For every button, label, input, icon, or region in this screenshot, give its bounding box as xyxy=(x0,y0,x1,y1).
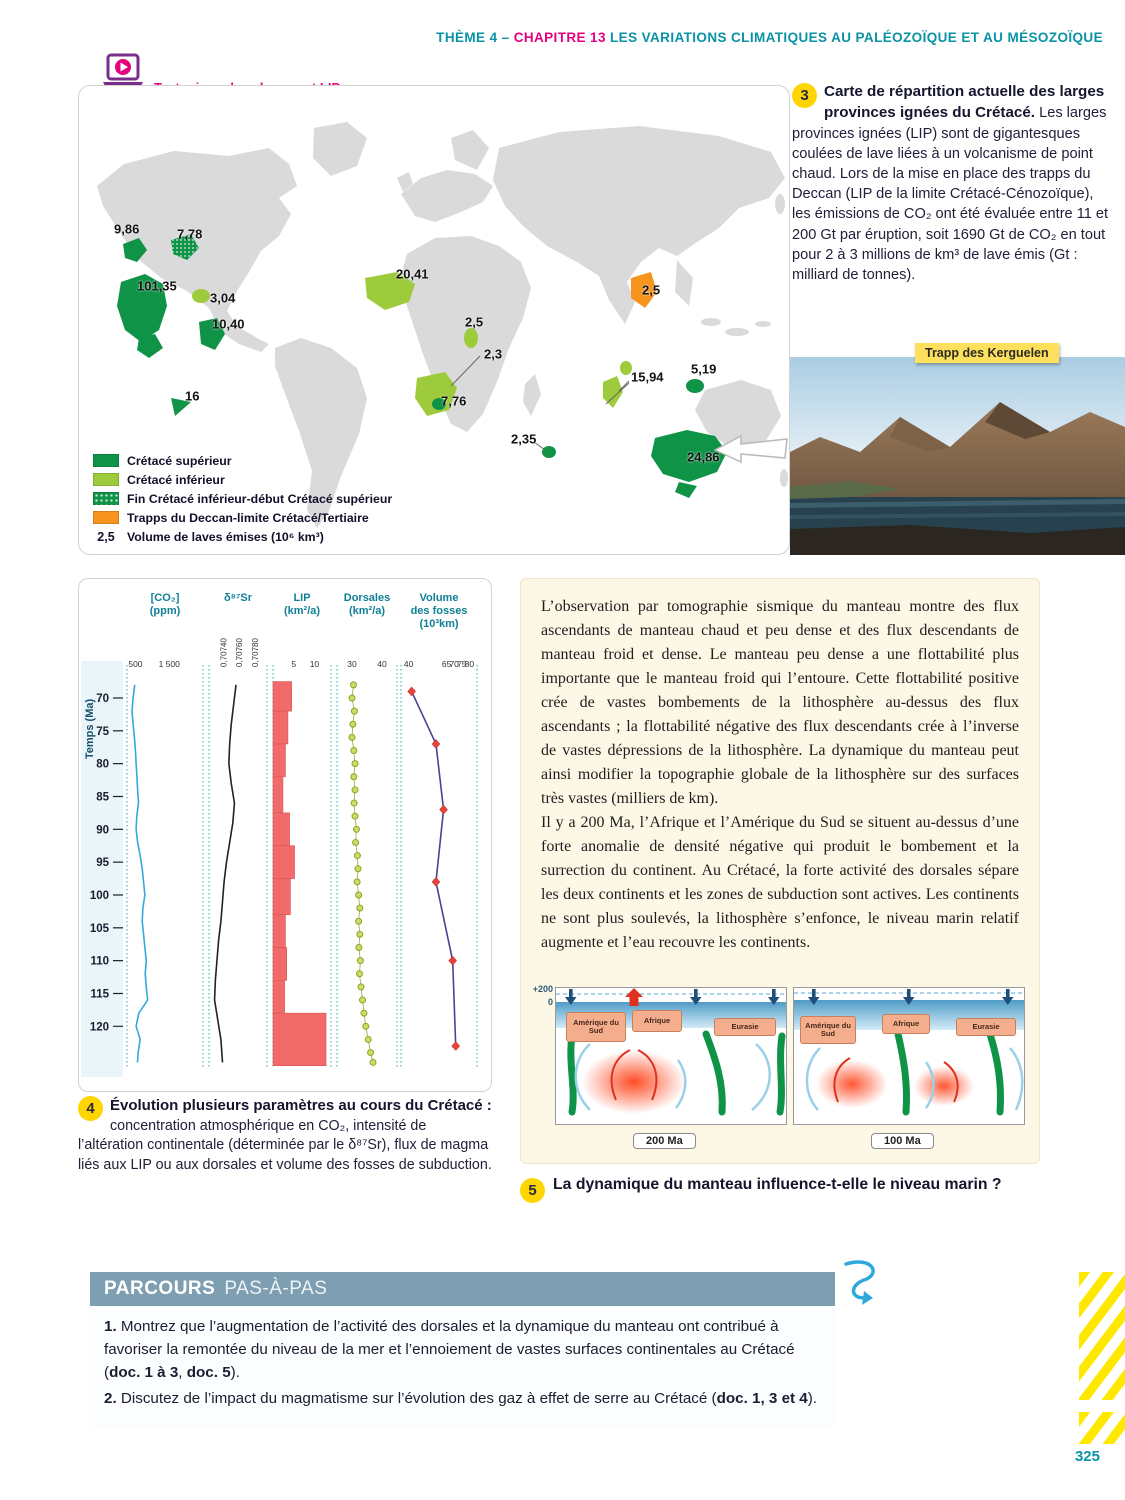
doc4-caption xyxy=(78,1096,494,1176)
svg-text:0,70760: 0,70760 xyxy=(235,638,245,667)
sea-level-zero-label: 0 xyxy=(547,997,553,1007)
legend-label: Volume de laves émises (10⁶ km³) xyxy=(127,529,324,544)
svg-text:(km²/a): (km²/a) xyxy=(348,605,386,617)
svg-text:85: 85 xyxy=(96,791,109,804)
age-label-200ma: 200 Ma xyxy=(633,1133,696,1149)
lip-world-map xyxy=(78,85,790,555)
svg-text:0,70740: 0,70740 xyxy=(219,638,229,667)
parcours-question-2: 2. Discutez de l’impact du magmatisme sur l’évolution des gaz à effet de serre au Crétacé (doc. 1, 3 et 4). xyxy=(104,1390,818,1408)
legend-label: Crétacé inférieur xyxy=(127,472,225,487)
svg-text:Temps (Ma): Temps (Ma) xyxy=(84,698,96,760)
legend-swatch-orange xyxy=(93,511,119,524)
continent-amerique-du-sud: Amérique du Sud xyxy=(566,1012,626,1042)
svg-text:500: 500 xyxy=(128,659,143,669)
doc3-text-block xyxy=(792,82,1110,285)
doc5-caption xyxy=(520,1176,1080,1203)
mantle-diagram xyxy=(532,984,1027,1153)
doc3-title: Carte de répartition actuelle des larges provinces ignées du Crétacé. xyxy=(824,83,1105,121)
legend-swatch-light-green xyxy=(93,473,119,486)
map-volume-label: 101,35 xyxy=(137,278,177,294)
legend-swatch-dark-green xyxy=(93,454,119,467)
curly-arrow-decoration xyxy=(838,1258,882,1313)
doc3-number-badge: 3 xyxy=(792,83,817,108)
legend-swatch-dotted-green xyxy=(93,492,119,505)
svg-text:105: 105 xyxy=(89,922,109,935)
doc5-caption-text: La dynamique du manteau influence-t-elle le niveau marin ? xyxy=(553,1176,1002,1193)
map-volume-label: 15,94 xyxy=(631,369,664,385)
doc4-number-badge: 4 xyxy=(78,1096,103,1121)
parcours-title: PARCOURS xyxy=(104,1278,216,1299)
map-volume-label: 2,3 xyxy=(484,346,503,362)
map-volume-label: 24,86 xyxy=(687,449,720,465)
map-volume-label: 2,5 xyxy=(642,282,661,298)
legend-symbol: 2,5 xyxy=(97,530,115,544)
doc3-body: Les larges provinces ignées (LIP) sont de gigantesques coulées de lave liées à un volcanisme de point chaud. Lors de la mise en place des trapps du Deccan (LIP de la limite Crétacé-Cénozoïque), les émissions de CO₂ ont été évaluée entre 11 et 200 Gt par éruption, soit 1690 Gt de CO₂ en tout pour 2 à 3 millions de km³ de lave émis (Gt : milliard de tonnes). xyxy=(792,104,1109,283)
parcours-questions xyxy=(90,1306,835,1427)
svg-text:120: 120 xyxy=(89,1021,109,1034)
legend-row xyxy=(93,451,392,470)
svg-text:110: 110 xyxy=(90,955,109,968)
continent-afrique: Afrique xyxy=(632,1010,682,1032)
parcours-subtitle: PAS-À-PAS xyxy=(224,1278,328,1299)
parcours-header xyxy=(90,1272,835,1306)
page-edge-stripes xyxy=(1079,1412,1125,1444)
map-volume-label: 7,76 xyxy=(441,393,467,409)
map-volume-label: 16 xyxy=(185,388,200,404)
photo-caption: Trapp des Kerguelen xyxy=(915,343,1059,363)
parcours-question-1: 1. Montrez que l’augmentation de l’activité des dorsales et la dynamique du manteau ont contribué à favoriser la remontée du niveau de la mer et l’ennoiement de vastes surfaces continentales au Crétacé (doc. 1 à 3, doc. 5). xyxy=(104,1318,795,1381)
svg-text:(ppm): (ppm) xyxy=(149,605,181,617)
map-volume-label: 3,04 xyxy=(210,290,236,306)
svg-text:10: 10 xyxy=(309,659,320,669)
svg-text:70: 70 xyxy=(96,692,109,705)
svg-text:40: 40 xyxy=(403,659,414,669)
svg-text:(km²/a): (km²/a) xyxy=(283,605,321,617)
continent-amerique-du-sud: Amérique du Sud xyxy=(800,1016,856,1044)
diagram-panel-200ma xyxy=(555,987,787,1125)
svg-text:75: 75 xyxy=(96,725,109,738)
map-legend xyxy=(93,451,392,546)
continent-eurasie: Eurasie xyxy=(956,1018,1016,1036)
map-volume-label: 7,78 xyxy=(177,226,203,242)
svg-text:[CO₂]: [CO₂] xyxy=(150,592,180,604)
svg-text:100: 100 xyxy=(89,889,109,902)
svg-text:115: 115 xyxy=(90,988,109,1001)
svg-text:(10³km): (10³km) xyxy=(419,618,459,630)
theme-label: THÈME 4 – xyxy=(436,30,514,45)
map-volume-label: 2,35 xyxy=(511,431,537,447)
legend-row xyxy=(93,508,392,527)
svg-text:Dorsales: Dorsales xyxy=(343,592,391,604)
svg-text:65: 65 xyxy=(441,659,452,669)
svg-text:80: 80 xyxy=(96,758,109,771)
svg-text:Volume: Volume xyxy=(419,592,459,604)
sea-level-plus200-label: +200 xyxy=(532,984,553,994)
svg-text:70: 70 xyxy=(449,659,459,669)
doc4-caption-text: concentration atmosphérique en CO₂, intensité de l’altération continentale (déterminée par le δ⁸⁷Sr), flux de magma liés aux LIP ou aux dorsales et volume des fosses de subduction. xyxy=(78,1117,492,1174)
doc4-chart xyxy=(78,578,492,1092)
svg-text:95: 95 xyxy=(96,857,109,870)
page-number: 325 xyxy=(1074,1448,1100,1465)
svg-text:0,70780: 0,70780 xyxy=(251,638,261,667)
chapter-header xyxy=(436,30,1103,45)
svg-text:40: 40 xyxy=(377,659,387,669)
chapter-label: CHAPITRE 13 xyxy=(513,30,606,45)
svg-text:5: 5 xyxy=(291,659,297,669)
svg-text:80: 80 xyxy=(464,659,475,669)
legend-label: Crétacé supérieur xyxy=(127,453,232,468)
map-volume-label: 5,19 xyxy=(691,361,717,377)
legend-row xyxy=(93,489,392,508)
doc5-paragraph-1: L’observation par tomographie sismique du manteau montre des flux ascendants de manteau chaud et peu dense et des flux descendants de manteau froid et dense. Le manteau peu dense a une flottabilité plus importante que le manteau froid qui l’entoure. Cette flottabilité positive crée de vastes bombements de la lithosphère au-dessus des flux ascendants ; la flottabilité négative des flux descendants crée à l’inverse de vastes dépressions de la lithosphère. La dynamique du manteau peut ainsi modifier la topographie globale de la lithosphère sur des surfaces très vastes (milliers de km). xyxy=(541,598,1019,807)
doc5-paragraph-2: Il y a 200 Ma, l’Afrique et l’Amérique du Sud se situent au-dessus d’une forte anomalie de densité négative qui produit le bombement et la surrection du continent. Au Crétacé, la forte activité des dorsales sépare les deux continents et les zones de subduction sont actives. Les continents ne sont plus soulevés, la lithosphère s’enfonce, le niveau marin relatif augmente et l’eau recouvre les continents. xyxy=(541,814,1019,951)
svg-text:LIP: LIP xyxy=(293,592,311,604)
svg-text:1 500: 1 500 xyxy=(158,659,180,669)
legend-label: Trapps du Deccan-limite Crétacé/Tertiaire xyxy=(127,510,369,525)
svg-text:des fosses: des fosses xyxy=(410,605,468,617)
map-volume-label: 9,86 xyxy=(114,221,140,237)
diagram-panel-100ma xyxy=(793,987,1025,1125)
doc5-box xyxy=(520,578,1040,1164)
map-volume-label: 2,5 xyxy=(465,314,484,330)
page-edge-stripes xyxy=(1079,1272,1125,1400)
legend-row xyxy=(93,527,392,546)
map-volume-label: 10,40 xyxy=(212,316,245,332)
legend-label: Fin Crétacé inférieur-début Crétacé supérieur xyxy=(127,491,393,506)
chapter-title: LES VARIATIONS CLIMATIQUES AU PALÉOZOÏQUE ET AU MÉSOZOÏQUE xyxy=(605,30,1103,45)
svg-text:90: 90 xyxy=(96,824,109,837)
svg-text:30: 30 xyxy=(347,659,357,669)
continent-eurasie: Eurasie xyxy=(714,1018,776,1036)
age-label-100ma: 100 Ma xyxy=(871,1133,934,1149)
svg-text:75: 75 xyxy=(457,659,467,669)
svg-text:δ⁸⁷Sr: δ⁸⁷Sr xyxy=(223,592,253,604)
kerguelen-photo xyxy=(790,357,1125,555)
legend-row xyxy=(93,470,392,489)
doc4-chart-svg xyxy=(79,579,491,1091)
doc5-number-badge: 5 xyxy=(520,1178,545,1203)
continent-afrique: Afrique xyxy=(882,1014,930,1034)
map-volume-label: 20,41 xyxy=(396,266,429,282)
doc4-caption-bold: Évolution plusieurs paramètres au cours du Crétacé : xyxy=(110,1097,492,1114)
